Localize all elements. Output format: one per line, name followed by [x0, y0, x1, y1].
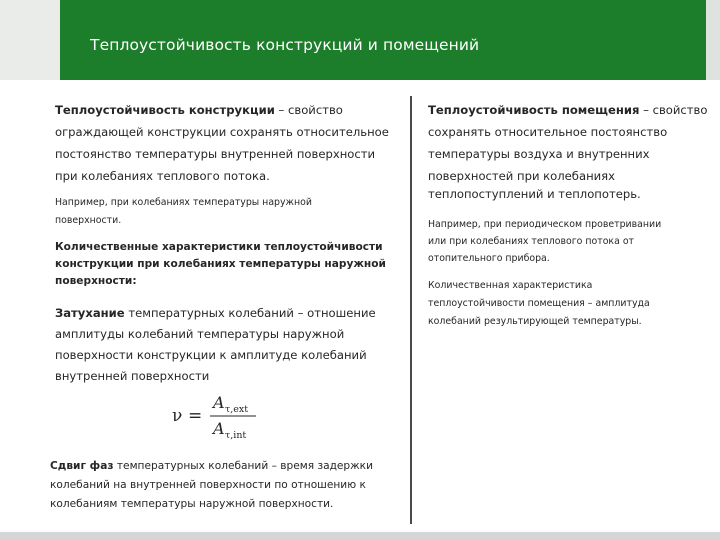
formula-denominator-sub: τ,int	[225, 430, 247, 440]
left-quant-heading-line-3: поверхности:	[55, 275, 137, 287]
right-quant-line-1: Количественная характеристика	[428, 280, 593, 291]
right-quant-line-2: теплоустойчивости помещения – амплитуда	[428, 298, 650, 309]
damping-formula	[168, 390, 268, 440]
phase-rest: температурных колебаний – время задержки	[116, 460, 373, 472]
right-example-line-3: отопительного прибора.	[428, 253, 550, 264]
phase-term: Сдвиг фаз	[50, 460, 114, 472]
left-phase-line-2: колебаний на внутренней поверхности по отношению к	[50, 479, 366, 491]
left-definition-line-4: при колебаниях теплового потока.	[55, 169, 270, 183]
right-example-line-2: или при колебаниях теплового потока от	[428, 236, 635, 247]
title-right-panel	[706, 0, 720, 80]
column-divider	[410, 96, 412, 524]
right-definition-line-1	[428, 100, 707, 122]
right-quant-line-3: колебаний результирующей температуры.	[428, 316, 642, 327]
left-damping-line-1	[55, 303, 376, 325]
left-example-line-2: поверхности.	[55, 215, 122, 226]
slide-title: Теплоустойчивость конструкций и помещений	[90, 36, 480, 54]
left-definition-line-3: постоянство температуры внутренней поверхности	[55, 147, 376, 161]
left-example-line-1: Например, при колебаниях температуры наружной	[55, 197, 312, 208]
formula-equals: =	[188, 406, 203, 426]
left-phase-line-3: колебаниям температуры наружной поверхности.	[50, 498, 334, 510]
left-definition-line-2: ограждающей конструкции сохранять относительное	[55, 125, 389, 139]
formula-denominator-A: A	[213, 419, 225, 438]
formula-numerator-sub: τ,ext	[225, 404, 249, 415]
left-definition-term: Теплоустойчивость конструкции	[55, 103, 275, 117]
formula-lhs: ν	[172, 406, 183, 426]
left-definition-line-1	[55, 100, 343, 122]
right-definition-rest: – свойство	[643, 103, 708, 117]
right-definition-line-4: поверхностей при колебаниях	[428, 169, 616, 183]
bottom-stripe	[0, 532, 720, 540]
left-damping-line-2: амплитуды колебаний температуры наружной	[55, 327, 345, 341]
left-damping-line-3: поверхности конструкции к амплитуде колебаний	[55, 348, 367, 362]
right-definition-term: Теплоустойчивость помещения	[428, 103, 640, 117]
right-definition-line-3: температуры воздуха и внутренних	[428, 147, 650, 161]
title-bar	[60, 0, 706, 80]
right-example-line-1: Например, при периодическом проветривании	[428, 219, 662, 230]
damping-term: Затухание	[55, 306, 125, 320]
title-left-panel	[0, 0, 61, 80]
left-phase-line-1	[50, 458, 373, 476]
left-definition-rest: – свойство	[278, 103, 343, 117]
left-quant-heading-line-2: конструкции при колебаниях температуры наружной	[55, 258, 386, 270]
left-quant-heading-line-1: Количественные характеристики теплоустойчивости	[55, 241, 383, 253]
damping-rest: температурных колебаний – отношение	[128, 306, 376, 320]
formula-numerator-A: A	[213, 393, 225, 412]
left-damping-line-4: внутренней поверхности	[55, 369, 210, 383]
right-definition-line-2: сохранять относительное постоянство	[428, 125, 668, 139]
right-definition-line-5: теплопоступлений и теплопотерь.	[428, 187, 641, 201]
